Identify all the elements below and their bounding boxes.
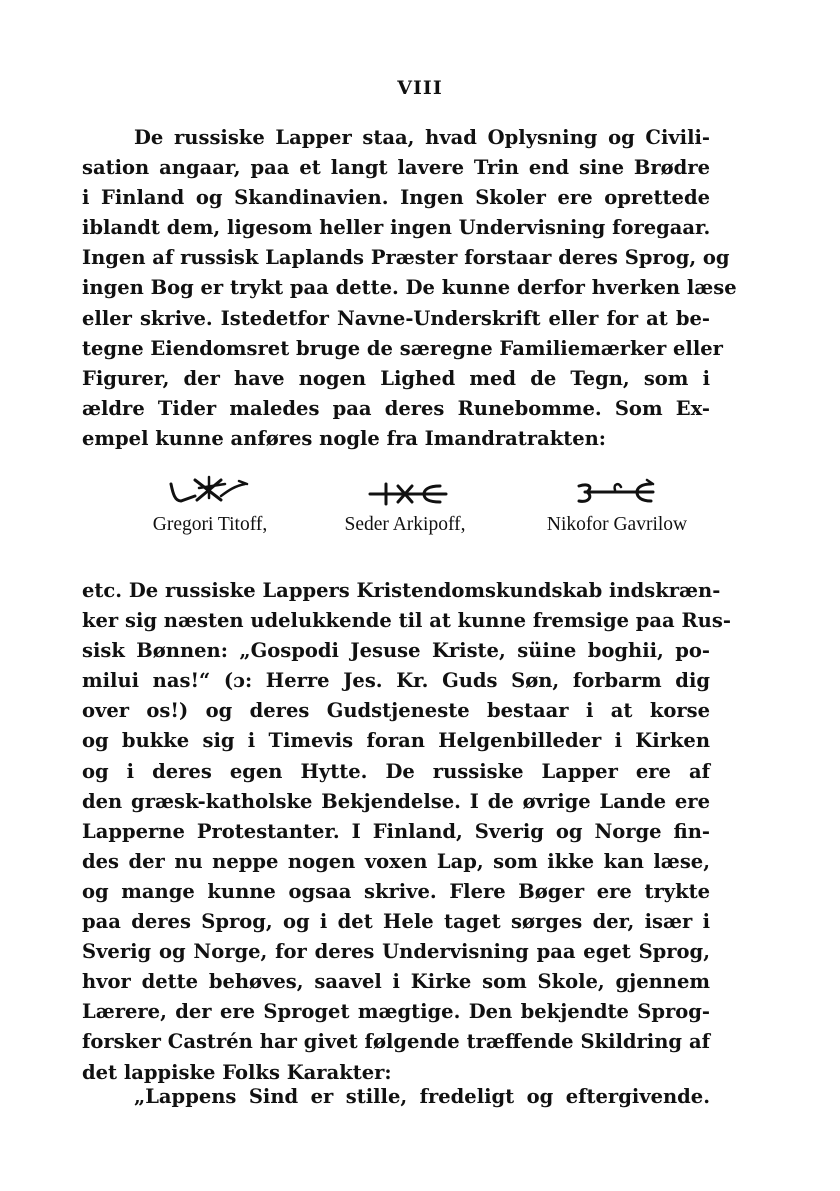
text-line: Ingen af russisk Laplands Præster forstaar deres Sprog, og: [82, 246, 730, 270]
text-line: paa deres Sprog, og i det Hele taget sørges der, især i: [82, 910, 710, 934]
text-line: etc. De russiske Lappers Kristendomskundskab indskræn-: [82, 579, 721, 602]
text-line: det lappiske Folks Karakter:: [82, 1060, 392, 1084]
page-number: VIII: [397, 77, 443, 99]
paragraph-quote: [82, 1082, 710, 1112]
family-mark-glyph-icon: [567, 474, 667, 508]
family-mark-signature: [320, 474, 490, 536]
family-mark-examples: [82, 474, 710, 554]
text-line: forsker Castrén har givet følgende træffende Skildring af: [82, 1030, 710, 1054]
text-line: Figurer, der have nogen Lighed med de Tegn, som i: [82, 366, 710, 390]
text-line: tegne Eiendomsret bruge de særegne Familiemærker eller: [82, 336, 723, 360]
text-line: sisk Bønnen: „Gospodi Jesuse Kriste, süine boghii, po-: [82, 639, 710, 663]
paragraph-family-marks: [82, 123, 737, 454]
paragraph-christianity: [82, 576, 731, 1088]
text-line: og bukke sig i Timevis foran Helgenbilleder i Kirken: [82, 729, 710, 753]
text-line: ingen Bog er trykt paa dette. De kunne derfor hverken læse: [82, 276, 737, 300]
signature-name: Seder Arkipoff,: [344, 514, 466, 535]
text-line: hvor dette behøves, saavel i Kirke som Skole, gjennem: [82, 970, 710, 994]
text-line: empel kunne anføres nogle fra Imandratrakten:: [82, 426, 607, 450]
text-line: den græsk-katholske Bekjendelse. I de øvrige Lande ere: [82, 789, 710, 813]
text-line: Lapperne Protestanter. I Finland, Sverig og Norge fin-: [82, 819, 710, 843]
text-line: over os!) og deres Gudstjeneste bestaar i at korse: [82, 699, 710, 723]
signature-name: Gregori Titoff,: [152, 514, 268, 535]
text-line: iblandt dem, ligesom heller ingen Undervisning foregaar.: [82, 216, 711, 240]
signature-name: Nikofor Gavrilow: [546, 514, 688, 535]
family-mark-signature: [522, 474, 712, 536]
text-line: Sverig og Norge, for deres Undervisning paa eget Sprog,: [82, 940, 710, 964]
text-line: milui nas!“ (ɔ: Herre Jes. Kr. Guds Søn, forbarm dig: [82, 669, 710, 693]
text-line: eller skrive. Istedetfor Navne-Underskrift eller for at be-: [82, 306, 710, 330]
text-line: sation angaar, paa et langt lavere Trin end sine Brødre: [82, 156, 710, 180]
family-mark-signature: [130, 474, 290, 536]
family-mark-glyph-icon: [165, 474, 255, 508]
text-line: ældre Tider maledes paa deres Runebomme. Som Ex-: [82, 396, 710, 420]
text-line: „Lappens Sind er stille, fredeligt og eftergivende.: [134, 1085, 710, 1108]
text-line: og i deres egen Hytte. De russiske Lapper ere af: [82, 759, 710, 783]
text-line: des der nu neppe nogen voxen Lap, som ikke kan læse,: [82, 849, 710, 873]
family-mark-glyph-icon: [360, 474, 450, 508]
text-line: og mange kunne ogsaa skrive. Flere Bøger ere trykte: [82, 879, 710, 903]
text-line: ker sig næsten udelukkende til at kunne fremsige paa Rus-: [82, 609, 731, 633]
text-line: Lærere, der ere Sproget mægtige. Den bekjendte Sprog-: [82, 1000, 710, 1024]
text-line: De russiske Lapper staa, hvad Oplysning og Civili-: [134, 126, 710, 149]
text-line: i Finland og Skandinavien. Ingen Skoler ere oprettede: [82, 186, 710, 210]
